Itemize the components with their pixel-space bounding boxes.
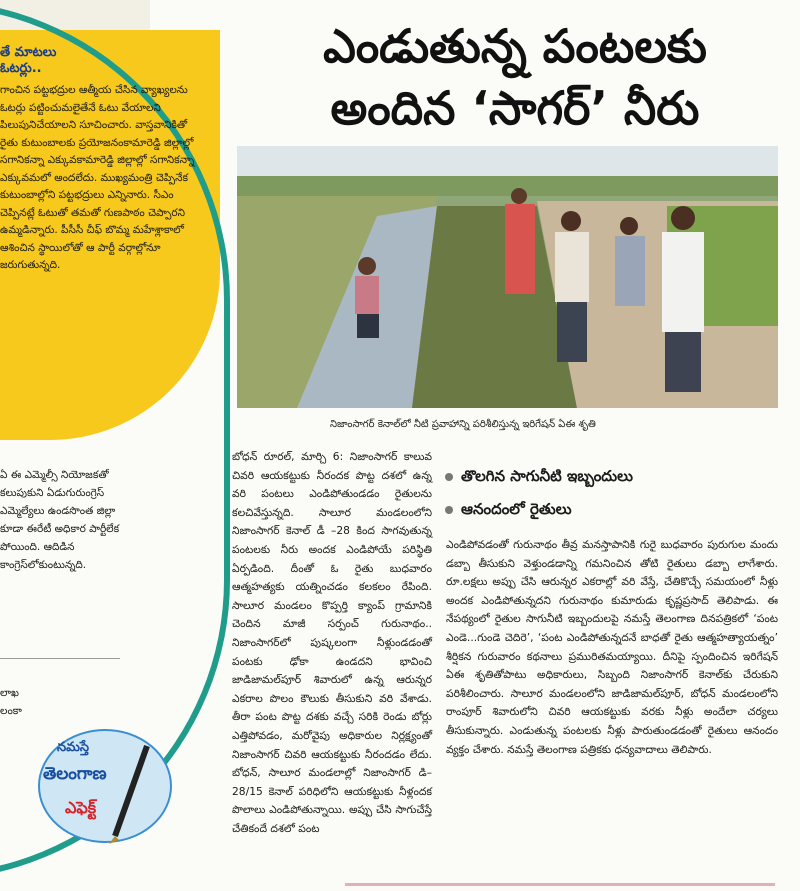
subheads	[445, 460, 775, 526]
subhead-1: తొలగిన సాగునీటి ఇబ్బందులు	[445, 460, 775, 493]
photo-caption: నిజాంసాగర్ కెనాల్‌లో నీటి ప్రవాహాన్ని పరిశీలిస్తున్న ఇరిగేషన్ ఏఈ శృతి	[330, 419, 596, 430]
bullet-icon	[445, 506, 453, 514]
badge-line-2: తెలంగాణ	[43, 764, 107, 784]
bottom-rule	[345, 883, 775, 886]
photo-illustration	[237, 146, 778, 408]
article-right-column: ఎండిపోవడంతో గురునాథం తీవ్ర మనస్తాపానికి గురై బుధవారం పురుగుల మందు డబ్బా తీసుకుని వెళ్తుండడాన్ని గమనించిన తోటి రైతులు డబ్బా లాగేశారు. రూ.లక్షలు అప్పు చేసి ఆరున్నర ఎకరాల్లో వరి వేస్తే, చేతికొచ్చే సమయంలో నీళ్లు అందక ఎండిపోతున్నదని గురునాథం కుమారుడు కృష్ణప్రసాద్ తెలిపాడు. ఈ నేపథ్యంలో రైతుల సాగునీటి ఇబ్బందులపై నమస్తే తెలంగాణ దినపత్రికలో ‘పంట ఎండె...గుండె చెదిరె’, ‘పంట ఎండిపోతున్నదనే బాధతో రైతు ఆత్మహత్యాయత్నం’ శీర్షికన గురువారం కథనాలు ప్రమురితమయ్యాయి. దీనిపై స్పందించిన ఇరిగేషన్ ఏఈ శృతితోపాటు అధికారులు, సిబ్బంది నిజాంసాగర్ కెనాల్‌కు చేరుకుని పరిశీలించారు. సాలూర మండలంలోని జాడిజామల్‌పూర్, బోధన్ మండలంలోని రాంపూర్ శివారులోని చివరి ఆయకట్టుకు వరకు నీళ్లు అందేలా చర్యలు తీసుకున్నారు. ఎండుతున్న పంటలకు నీళ్లు పారుతుండడంతో రైతులు ఆనందం వ్యక్తం చేశారు. నమస్తే తెలంగాణ పత్రికకు ధన్యవాదాలు తెలిపారు.	[446, 538, 778, 756]
news-photo	[237, 146, 778, 408]
badge-line-1: నమస్తే	[57, 740, 90, 755]
sidebar-text: గాంచిన పట్టభద్రుల ఆత్మీయ చేసిన వ్యాఖ్యలను ఓటర్లు పట్టించుమలైతేనే ఓటు వేయాలని పిలుపునిచేయాలని సూచించారు. వాస్తవానికితో రైతు కుటుంబాలకు ప్రయోజనంకామారెడ్డి జిల్లాల్లో సగానికన్నా ఎక్కువకామారెడ్డి జిల్లాల్లో సగానికన్నా ఎక్కువమలో అందలేదు. ముఖ్యమంత్రి చెప్పినేక కుటుంబాల్లోని పట్టభద్రులు ఎన్నినారు. సీఎం చెప్పినట్లే ఓటుతో తమతో గుణపాఠం చెప్పారని ఉమ్మడిన్నారు. పీసీసీ చీఫ్ బొమ్మ మహేశ్లాకాలో ఆశించిన స్థాయిలోతో ఆ పార్టీ వర్గాల్లోనూ జరుగుతున్నది.	[0, 84, 195, 271]
headline	[255, 15, 775, 139]
namaste-telangana-effect-badge	[35, 726, 175, 846]
left-column-text: ఏ ఈ ఎమ్మెల్సీ నియోజకతో కలుపుకుని ఏడుగురుంగ్రెస్ ఎమ్మెల్యేలు ఉండసొంత జిల్లా కూడా ఈరేటీ అధికార పార్టీలేక పోయింది. ఆదిడిన కాంగ్రెస్‌లోకుంటున్నది.	[0, 469, 120, 571]
subhead-2: ఆనందంలో రైతులు	[445, 493, 775, 526]
headline-line-2: అందిన ‘సాగర్’ నీరు	[330, 81, 700, 135]
badge-line-3: ఎఫెక్ట్	[65, 798, 97, 817]
bullet-icon	[445, 473, 453, 481]
headline-line-1: ఎండుతున్న పంటలకు	[323, 19, 707, 73]
left-divider	[0, 658, 120, 659]
sidebar-title: తే మాటలు ఓటర్లు..	[0, 45, 57, 76]
left-column-text-2: లాఖ లంకా	[0, 687, 22, 717]
article-middle-column: బోధన్ రూరల్, మార్చి 6: నిజాంసాగర్ కాలువ చివరి ఆయకట్టుకు నీరందక పొట్ట దశలో ఉన్న వరి పంటలు ఎండిపోతుండడం రైతులను కలచివేస్తున్నది. సాలూర మండలంలోని నిజాంసాగర్ కెనాల్ డీ –28 కింద సాగవుతున్న పంటలకు నీరు అందక ఎండిపోయే పరిస్థితి ఏర్పడింది. దీంతో ఓ రైతు బుధవారం ఆత్మహత్యకు యత్నించడం కలకలం రేపింది. సాలూర మండలం కొప్పర్తి క్యాంప్ గ్రామానికి చెందిన మాజీ సర్పంచ్ గురునాథం.. నిజాంసాగర్‌లో పుష్కలంగా నీళ్లుండడంతో పంటకు ఢోకా ఉండదని భావించి జాడిజామల్‌పూర్ శివారులో ఉన్న ఆరున్నర ఎకరాల పొలం కౌలుకు తీసుకుని వరి వేశాడు. తీరా పంట పొట్ట దశకు వచ్చే సరికి రెండు బోర్లు ఎత్తిపోవడం, మరోవైపు అధికారుల నిర్లక్ష్యంతో నిజాంసాగర్ చివరి ఆయకట్టుకు నీరందడం లేదు. బోధన్, సాలూర మండలాల్లో నిజాంసాగర్ డి–28/15 కెనాల్ పరిధిలోని ఆయకట్టుకు నీళ్లందక పొలాలు ఎండిపోతున్నాయి. అప్పు చేసి సాగుచేస్తే చేతికందే దశలో పంట	[232, 450, 432, 835]
